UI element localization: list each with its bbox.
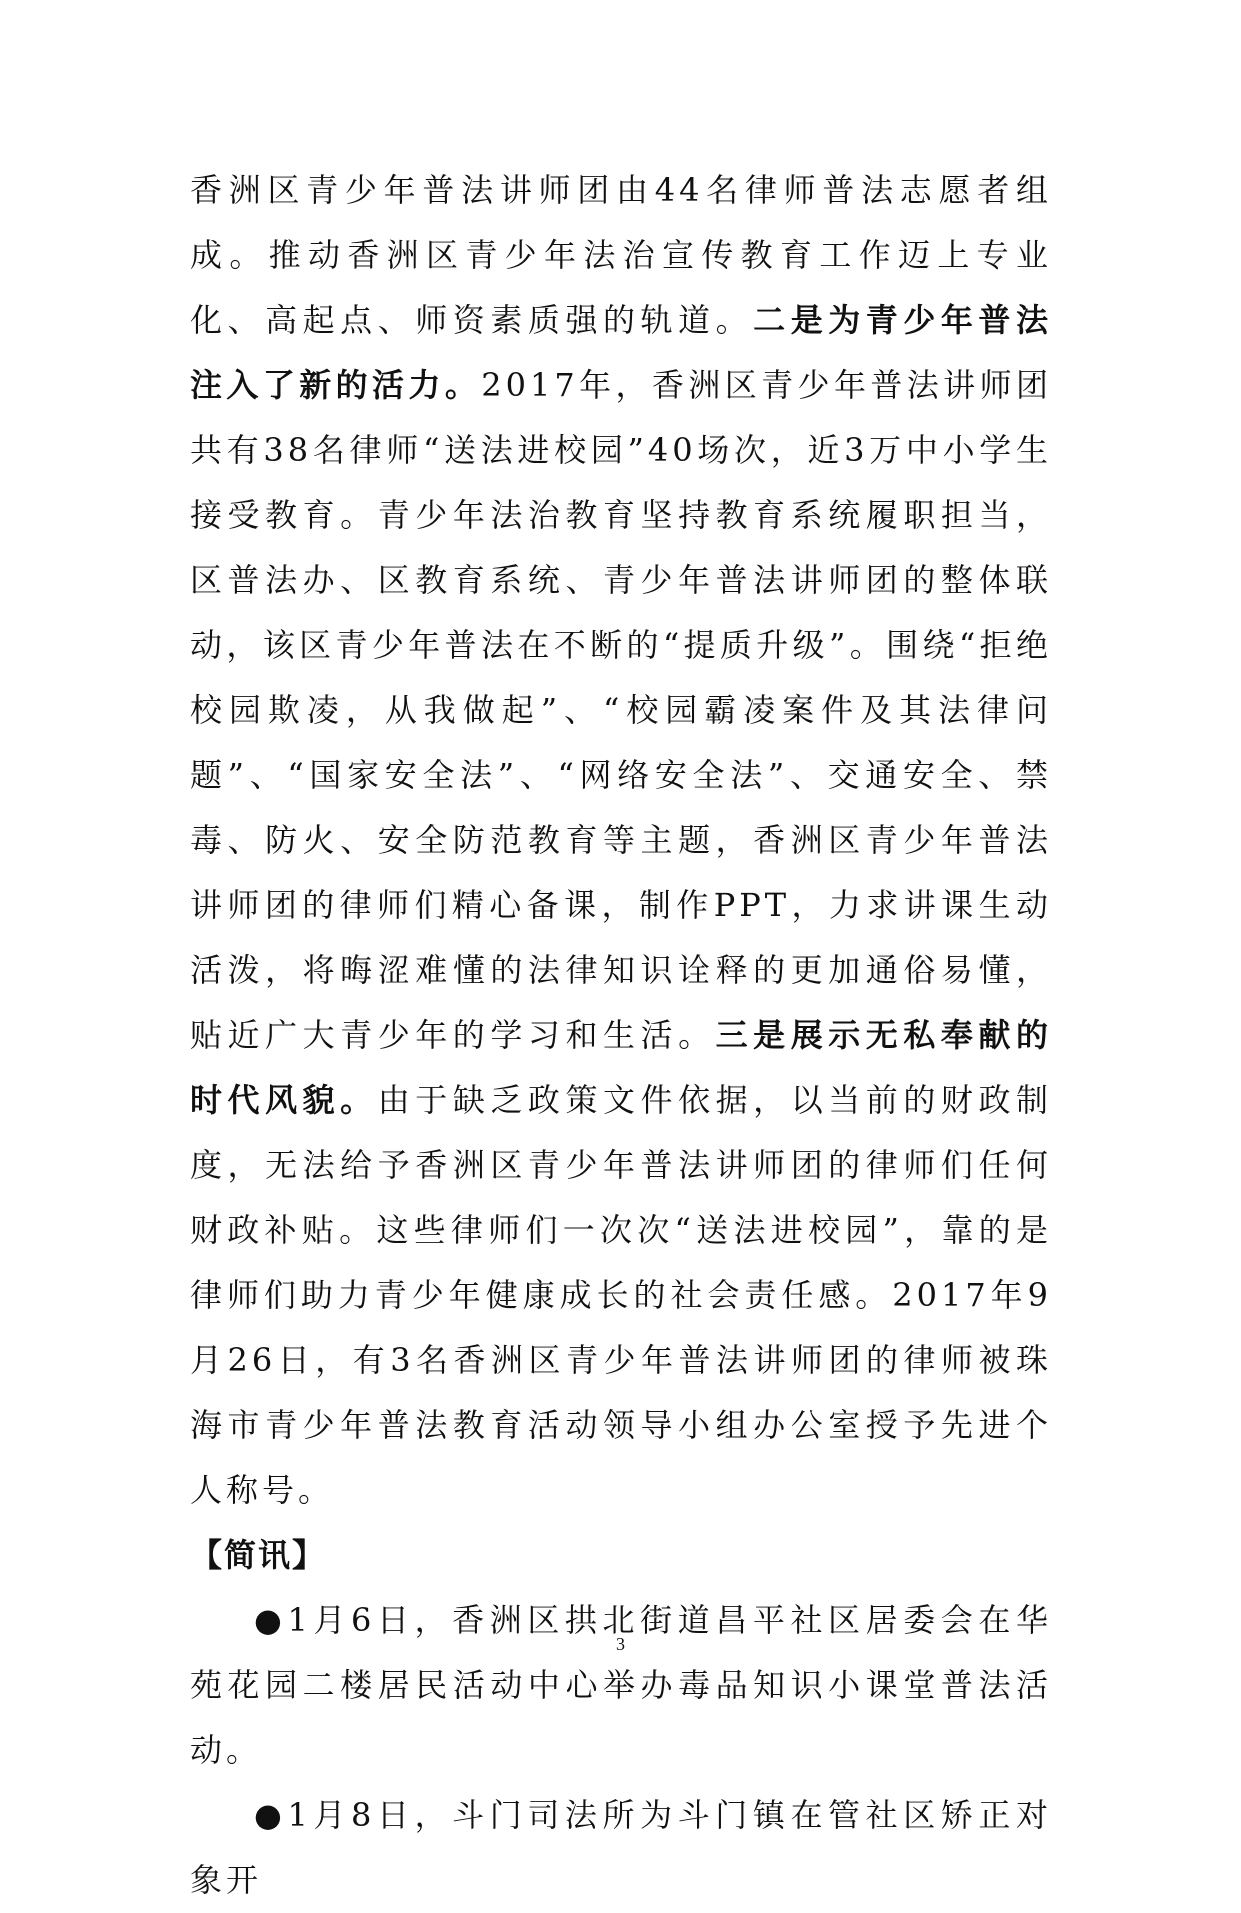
bold-point-2: 二是为青少年普法注入了新的活力。 [190, 301, 1052, 404]
page-number: 3 [616, 1634, 625, 1654]
paragraph-text-1: 香洲区青少年普法讲师团由44名律师普法志愿者组成。推动香洲区青少年法治宣传教育工作迈上专业化、高起点、师资素质强的轨道。 [190, 171, 1052, 339]
brief-heading: 【简讯】 [190, 1536, 327, 1574]
brief-item-1: ●1月6日，香洲区拱北街道昌平社区居委会在华苑花园二楼居民活动中心举办毒品知识小课堂普法活动。 [190, 1601, 1052, 1769]
bold-point-3: 三是展示无私奉献的时代风貌。 [190, 1016, 1052, 1119]
paragraph-text-2: 2017年，香洲区青少年普法讲师团共有38名律师“送法进校园”40场次，近3万中小学生接受教育。青少年法治教育坚持教育系统履职担当，区普法办、区教育系统、青少年普法讲师团的整体联动，该区青少年普法在不断的“提质升级”。围绕“拒绝校园欺凌，从我做起”、“校园霸凌案件及其法律问题”、“国家安全法”、“网络安全法”、交通安全、禁毒、防火、安全防范教育等主题，香洲区青少年普法讲师团的律师们精心备课，制作PPT，力求讲课生动活泼，将晦涩难懂的法律知识诠释的更加通俗易懂，贴近广大青少年的学习和生活。 [190, 366, 1052, 1054]
brief-item-2: ●1月8日，斗门司法所为斗门镇在管社区矫正对象开 [190, 1796, 1052, 1899]
paragraph-text-3: 由于缺乏政策文件依据，以当前的财政制度，无法给予香洲区青少年普法讲师团的律师们任何财政补贴。这些律师们一次次“送法进校园”，靠的是律师们助力青少年健康成长的社会责任感。2017年9月26日，有3名香洲区青少年普法讲师团的律师被珠海市青少年普法教育活动领导小组办公室授予先进个人称号。 [190, 1081, 1052, 1509]
main-paragraph [190, 158, 1052, 1523]
